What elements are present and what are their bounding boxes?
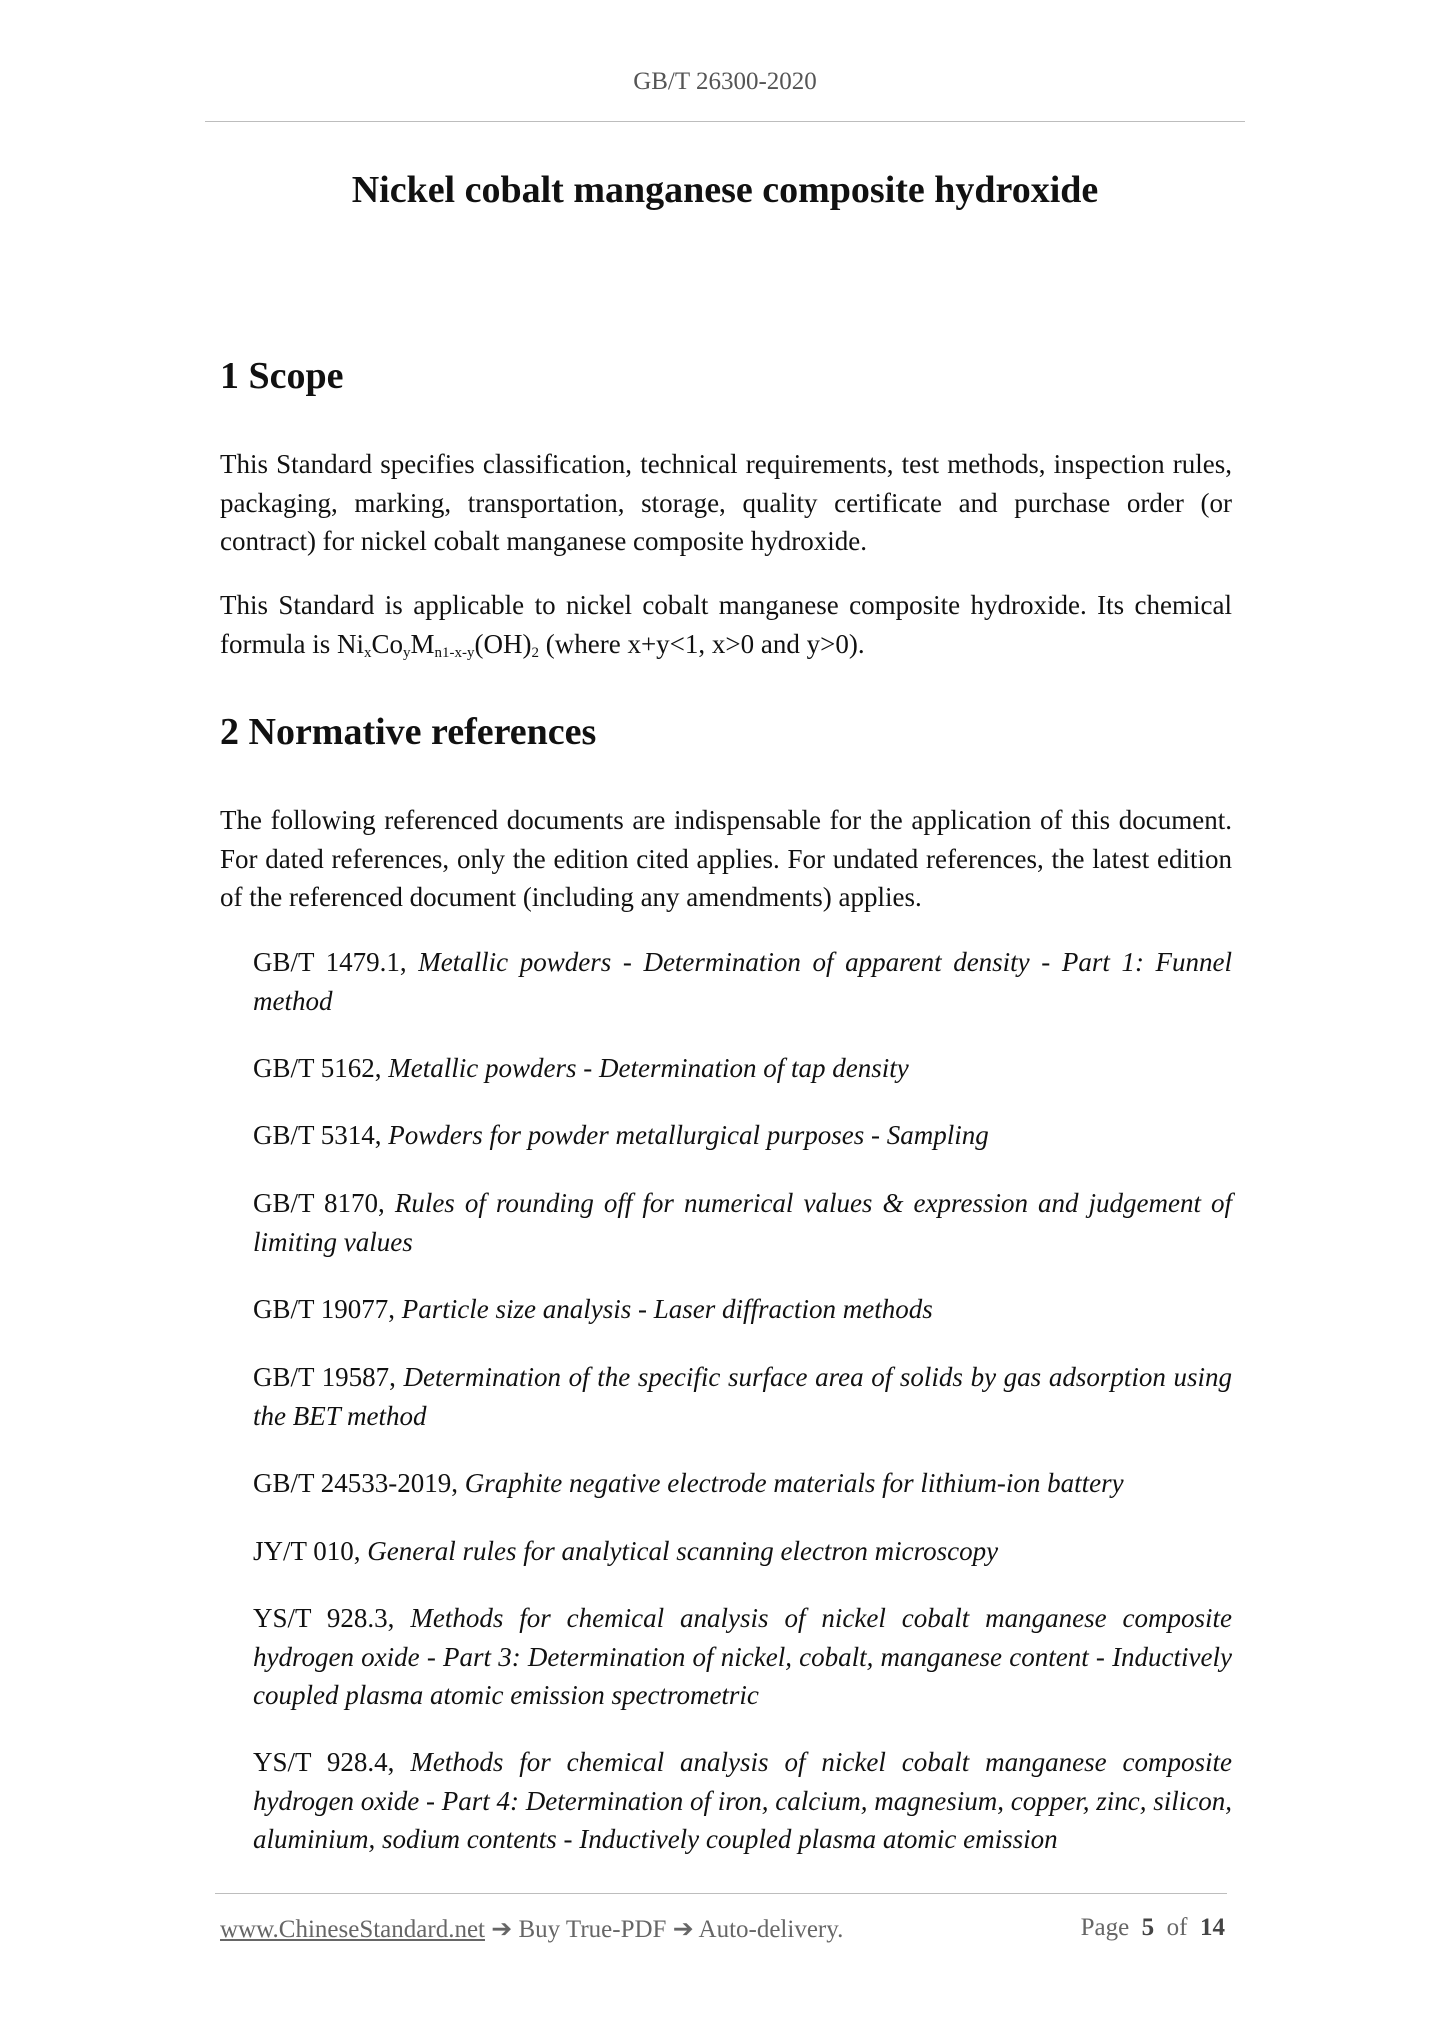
reference-title: Methods for chemical analysis of nickel cobalt manganese composite hydrogen oxide - Part 4: Determination of iron, calcium, magnesium, copper, zinc, silicon, aluminium, sodium contents - Inductively coupled plasma atomic emission bbox=[253, 1747, 1232, 1854]
scope-paragraph-2-tail: (where x+y<1, x>0 and y>0). bbox=[539, 628, 865, 659]
footer-divider bbox=[215, 1893, 1227, 1894]
arrow-right-icon: ➔ bbox=[672, 1916, 694, 1943]
section-heading-normative-references: 2 Normative references bbox=[220, 711, 597, 753]
reference-item bbox=[253, 1290, 1232, 1329]
auto-delivery-text: Auto-delivery. bbox=[698, 1916, 844, 1943]
reference-code: GB/T 19587, bbox=[253, 1362, 404, 1392]
reference-code: YS/T 928.3, bbox=[253, 1603, 411, 1633]
reference-item bbox=[253, 1116, 1232, 1155]
scope-paragraph-2 bbox=[220, 586, 1232, 663]
reference-code: YS/T 928.4, bbox=[253, 1747, 411, 1777]
reference-item bbox=[253, 1743, 1232, 1859]
formula-ni: Ni bbox=[336, 628, 364, 659]
reference-item bbox=[253, 1049, 1232, 1088]
total-page-count: 14 bbox=[1200, 1914, 1225, 1941]
reference-title: Powders for powder metallurgical purposes - Sampling bbox=[388, 1120, 989, 1150]
formula-oh: (OH) bbox=[474, 628, 532, 659]
arrow-right-icon: ➔ bbox=[491, 1916, 513, 1943]
reference-code: GB/T 24533-2019, bbox=[253, 1468, 465, 1498]
page-footer bbox=[220, 1914, 1225, 1944]
reference-item bbox=[253, 1532, 1232, 1571]
current-page-number: 5 bbox=[1141, 1914, 1155, 1941]
page-indicator bbox=[1081, 1914, 1225, 1942]
formula-sub-n1xy: n1-x-y bbox=[434, 644, 475, 661]
reference-title: Methods for chemical analysis of nickel cobalt manganese composite hydrogen oxide - Part 3: Determination of nickel, cobalt, manganese content - Inductively coupled plasma atomic emission spectrometric bbox=[253, 1603, 1232, 1710]
normative-intro-paragraph: The following referenced documents are indispensable for the application of this document. For dated references, only the edition cited applies. For undated references, the latest edition of the referenced document (including any amendments) applies. bbox=[220, 805, 1232, 912]
buy-true-pdf-link[interactable]: Buy True-PDF bbox=[518, 1916, 667, 1943]
reference-item bbox=[253, 1184, 1232, 1261]
section-heading-scope: 1 Scope bbox=[220, 355, 344, 397]
scope-paragraph-1: This Standard specifies classification, technical requirements, test methods, inspection rules, packaging, marking, transportation, storage, quality certificate and purchase order (or contract) for nickel cobalt manganese composite hydroxide. bbox=[220, 449, 1232, 556]
reference-title: General rules for analytical scanning electron microscopy bbox=[367, 1536, 999, 1566]
document-title: Nickel cobalt manganese composite hydroxide bbox=[351, 169, 1099, 211]
reference-item bbox=[253, 943, 1232, 1020]
reference-code: GB/T 19077, bbox=[253, 1294, 402, 1324]
reference-title: Graphite negative electrode materials for lithium-ion battery bbox=[464, 1468, 1124, 1498]
formula-sub-x: x bbox=[363, 644, 372, 661]
reference-code: GB/T 5162, bbox=[253, 1053, 389, 1083]
scope-paragraph-2-intro: This Standard is applicable to nickel cobalt manganese composite hydroxide. Its chemical formula is bbox=[220, 590, 1232, 659]
formula-sub-2: 2 bbox=[531, 644, 539, 661]
reference-title: Particle size analysis - Laser diffraction methods bbox=[401, 1294, 933, 1324]
reference-code: GB/T 8170, bbox=[253, 1188, 395, 1218]
reference-title: Metallic powders - Determination of apparent density - Part 1: Funnel method bbox=[253, 947, 1233, 1016]
reference-title: Determination of the specific surface area of solids by gas adsorption using the BET method bbox=[253, 1362, 1232, 1431]
page-of-label: of bbox=[1166, 1914, 1188, 1941]
header-divider bbox=[205, 121, 1245, 122]
reference-code: GB/T 5314, bbox=[253, 1120, 389, 1150]
reference-title: Metallic powders - Determination of tap density bbox=[388, 1053, 909, 1083]
reference-title: Rules of rounding off for numerical values & expression and judgement of limiting values bbox=[253, 1188, 1233, 1257]
chemical-formula bbox=[337, 629, 539, 659]
reference-item bbox=[253, 1599, 1232, 1715]
page-label: Page bbox=[1080, 1914, 1130, 1941]
formula-m: M bbox=[410, 628, 435, 659]
site-link[interactable]: www.ChineseStandard.net bbox=[220, 1916, 485, 1943]
reference-code: JY/T 010, bbox=[253, 1536, 368, 1566]
reference-code: GB/T 1479.1, bbox=[253, 947, 419, 977]
running-header: GB/T 26300-2020 bbox=[633, 68, 817, 95]
formula-sub-y: y bbox=[403, 644, 411, 661]
reference-item bbox=[253, 1358, 1232, 1435]
reference-item bbox=[253, 1464, 1232, 1503]
formula-co: Co bbox=[371, 628, 403, 659]
